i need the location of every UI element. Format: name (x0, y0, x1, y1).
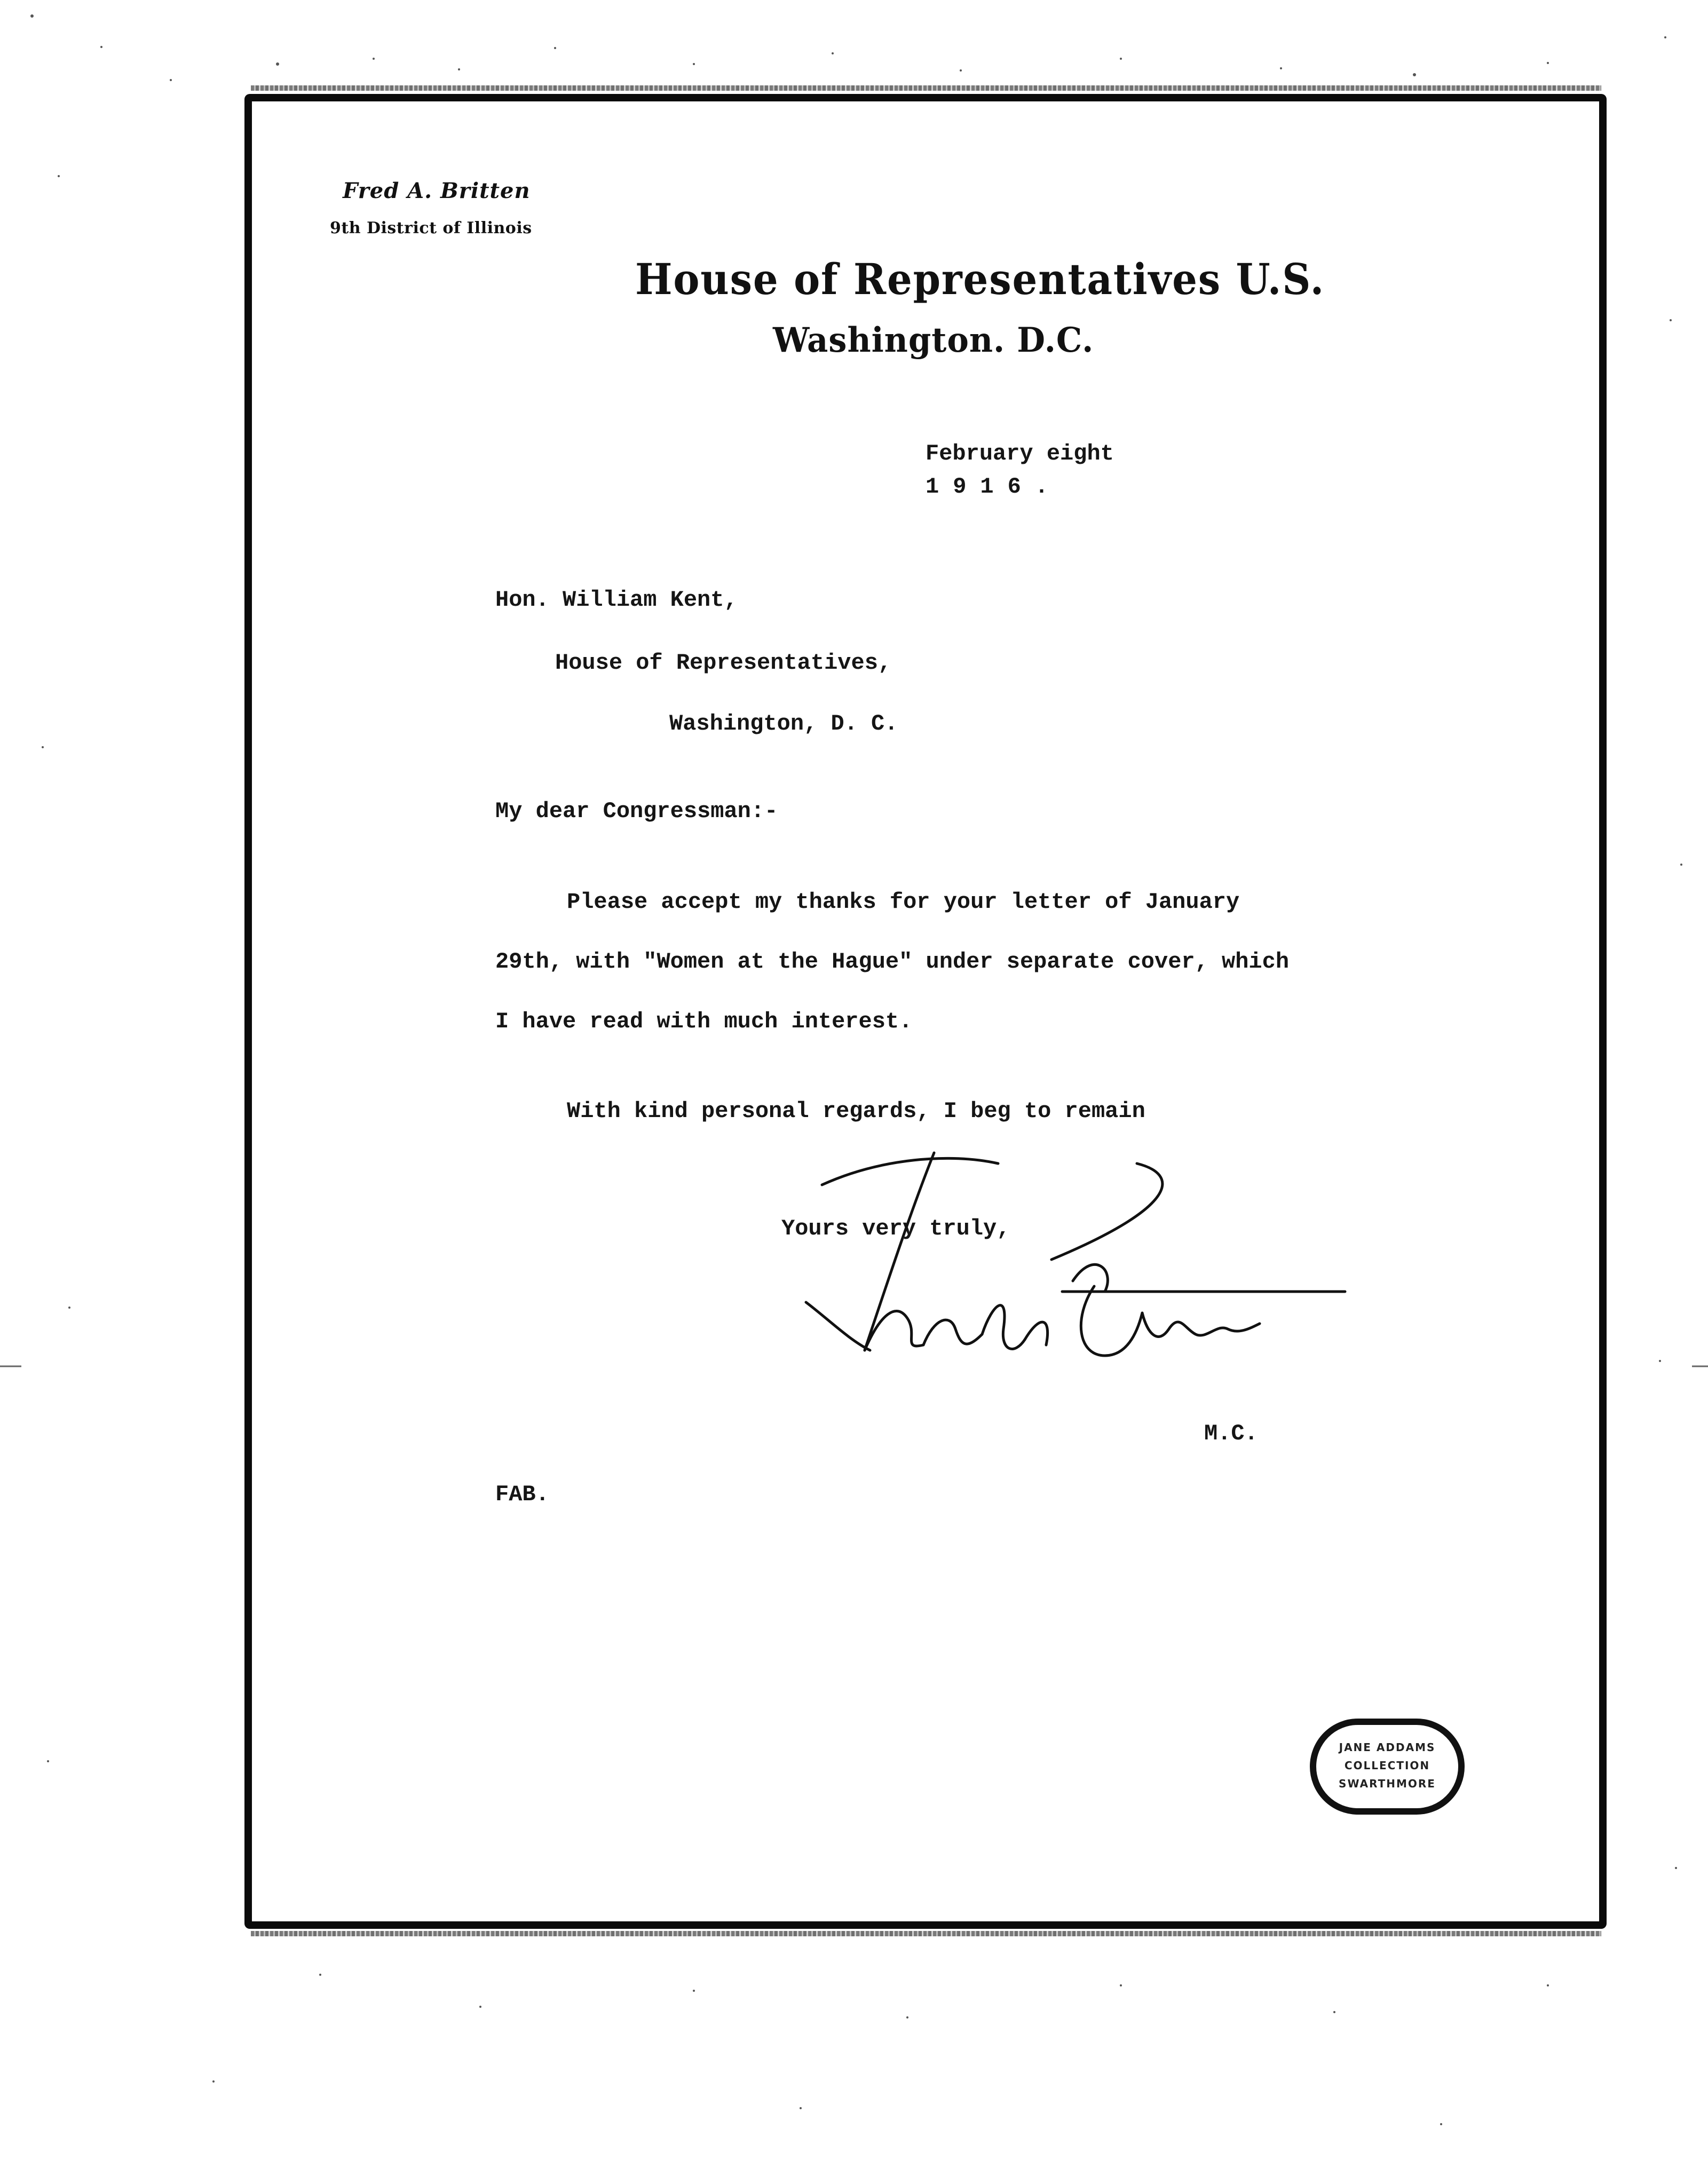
date-line-1: February eight (926, 441, 1114, 466)
body-line-3: I have read with much interest. (495, 1009, 913, 1034)
body-line-1: Please accept my thanks for your letter of January (567, 889, 1240, 915)
regards-line: With kind personal regards, I beg to remain (567, 1098, 1145, 1124)
letterhead-city: Washington. D.C. (773, 320, 1094, 360)
date-line-2: 1916. (926, 474, 1063, 500)
scan-edge-top (251, 85, 1601, 91)
stamp-line-1: JANE ADDAMS (1339, 1741, 1436, 1754)
archive-stamp (1310, 1719, 1465, 1815)
addressee-line-3: Washington, D. C. (669, 711, 898, 737)
stamp-line-3: SWARTHMORE (1339, 1777, 1436, 1790)
letterhead-member-name: Fred A. Britten (343, 178, 531, 203)
complimentary-close: Yours very truly, (781, 1216, 1010, 1241)
stamp-line-2: COLLECTION (1344, 1759, 1430, 1772)
handwritten-signature (774, 1142, 1361, 1430)
addressee-line-2: House of Representatives, (555, 650, 892, 676)
salutation: My dear Congressman:- (495, 798, 778, 824)
body-line-2: 29th, with "Women at the Hague" under separate cover, which (495, 949, 1290, 975)
addressee-name: Hon. William Kent, (495, 587, 738, 613)
scan-edge-bottom (251, 1931, 1601, 1936)
letterhead-member-district: 9th District of Illinois (330, 219, 532, 238)
typist-initials: FAB. (495, 1482, 549, 1507)
letterhead-house-title: House of Representatives U.S. (635, 254, 1325, 304)
signer-title: M.C. (1204, 1421, 1258, 1446)
letter-page (244, 94, 1607, 1929)
